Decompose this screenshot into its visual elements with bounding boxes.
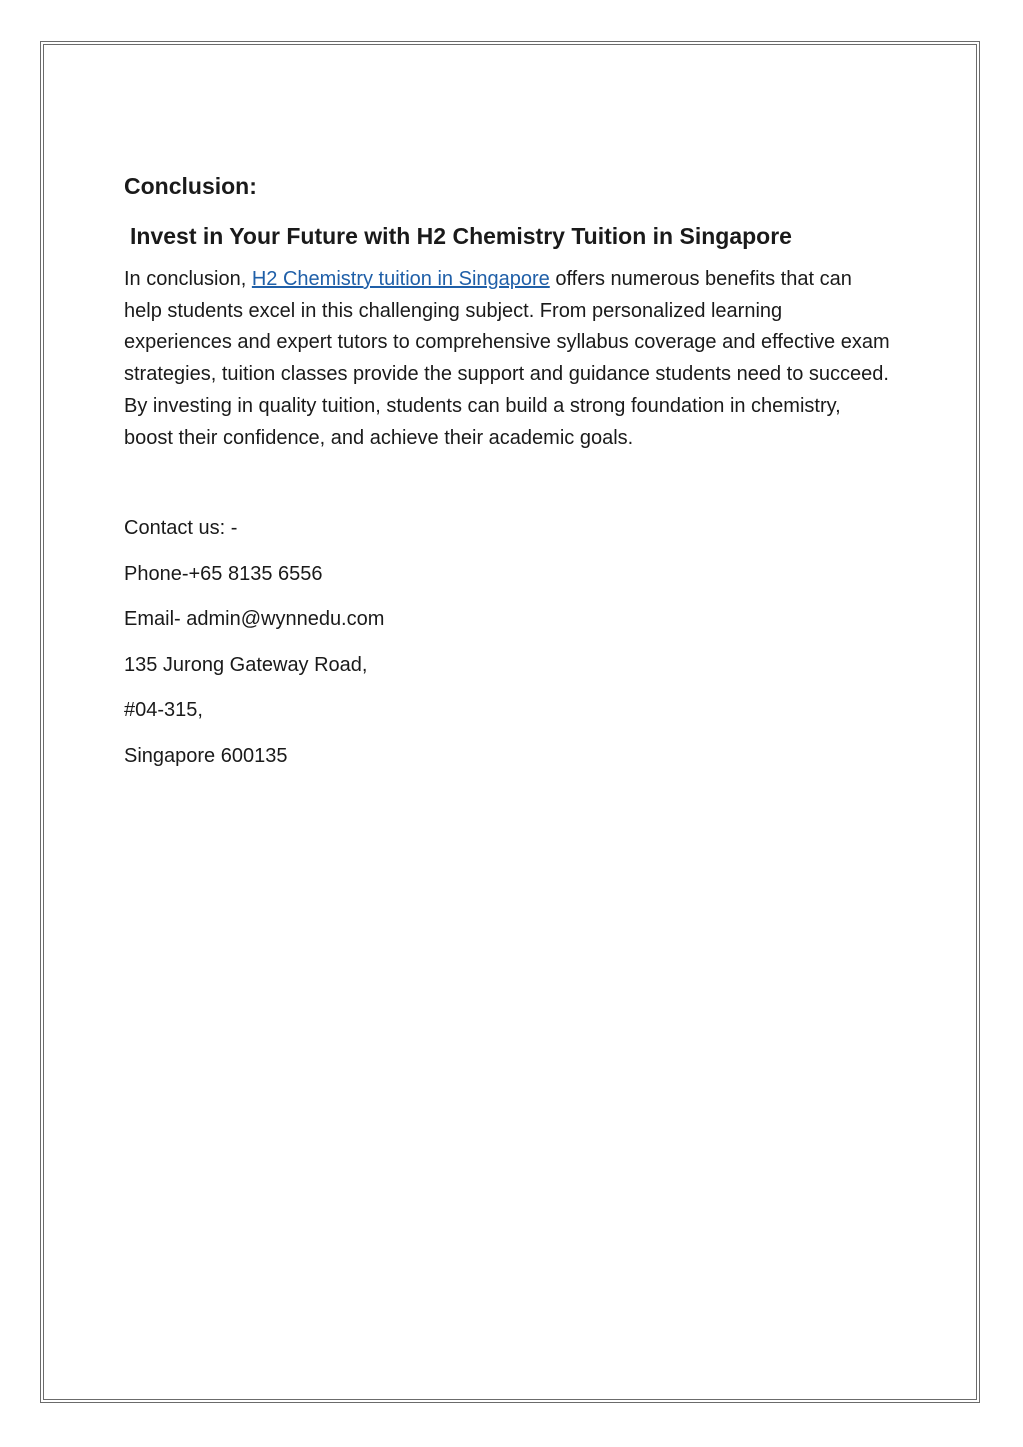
- tuition-link[interactable]: H2 Chemistry tuition in Singapore: [251, 268, 550, 290]
- contact-address-line1: 135 Jurong Gateway Road,: [124, 653, 368, 676]
- section-subheading: Invest in Your Future with H2 Chemistry Tuition in Singapore: [130, 223, 792, 249]
- contact-phone: Phone-+65 8135 6556: [124, 562, 323, 585]
- document-content: [124, 170, 894, 787]
- conclusion-paragraph: [124, 264, 894, 454]
- paragraph-text-after-link: offers numerous benefits that can help students excel in this challenging subject. From personalized learning experiences and expert tutors to comprehensive syllabus coverage and effective exam strategies, tuition classes provide the support and guidance students need to succeed. By investing in quality tuition, students can build a strong foundation in chemistry, boost their confidence, and achieve their academic goals.: [124, 268, 890, 449]
- paragraph-text-before-link: In conclusion,: [124, 268, 252, 290]
- conclusion-heading: Conclusion:: [124, 173, 257, 199]
- contact-address-line2: #04-315,: [124, 699, 203, 722]
- contact-title: Contact us: -: [124, 517, 238, 540]
- contact-address-line3: Singapore 600135: [124, 744, 288, 767]
- contact-email: Email- admin@wynnedu.com: [124, 608, 385, 631]
- contact-block: [124, 514, 894, 770]
